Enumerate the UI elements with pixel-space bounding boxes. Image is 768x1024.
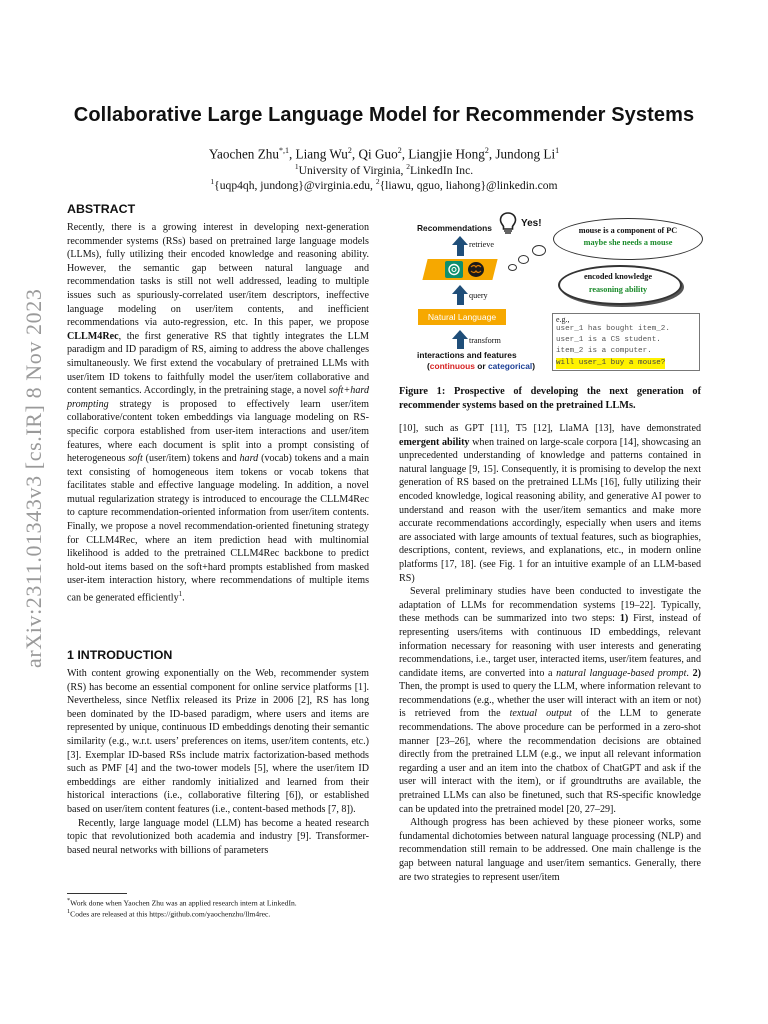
thought-line-2: maybe she needs a mouse bbox=[583, 238, 673, 247]
thought-dot-medium bbox=[518, 255, 529, 264]
example-line-4: will user_1 buy a mouse? bbox=[556, 358, 665, 369]
example-line-1: user_1 has bought item_2. bbox=[556, 325, 670, 333]
natural-language-box: Natural Language bbox=[418, 309, 506, 325]
transform-arrow bbox=[457, 339, 464, 349]
recommendations-label: Recommendations bbox=[417, 223, 492, 233]
right-paragraph-1: [10], such as GPT [11], T5 [12], LlaMA [13], have demonstrated emergent ability when trained on large-scale corpora [14], showcasing an unprecedented understanding of knowledge and patterns contained in natural language [9, 15]. Consequently, it is promising to develop the next generation of RS based on the pretrained LLMs [16], fully utilizing their encoded knowledge, logical reasoning ability, and generative AI power to understand and reason with the user/item semantics and make more accurate recommendations accordingly, especially when users and items are associated with large amounts of textual features, such as biographies, descriptions, content, reviews, and explanations, etc., in modern online platforms [17, 18]. (see Fig. 1 for an intuitive example of an LLM-based RS) bbox=[399, 423, 701, 584]
query-arrowhead bbox=[452, 285, 468, 294]
thought-dot-large bbox=[532, 245, 546, 256]
figure-1 bbox=[412, 212, 712, 380]
feature-type-label: (continuous or categorical) bbox=[427, 361, 535, 371]
retrieve-label: retrieve bbox=[469, 240, 494, 249]
author-list: Yaochen Zhu$^{*,1}$, Liang Wu$^2$, Qi Guo$^2$, Liangjie Hong$^2$, Jundong Li$^1$ bbox=[208, 146, 560, 162]
right-column-body bbox=[399, 422, 701, 884]
intro-paragraph-1: With content growing exponentially on the Web, recommender system (RS) has become an essential component for online service platforms [1]. Nevertheless, since Netflix released its Prize in 2006 [2], RS has long been dominated by the ID-based paradigm, where users and items are represented by unique, continuous ID embeddings denoting their semantic similarity (e.g., w.r.t. users’ preferences on items, user/item contents, etc.) [3]. Exemplar ID-based RSs include matrix factorization-based methods such as PMF [4] and the two-tower models [5], where the user/item ID embeddings are either randomly initialized and learned from their historical interactions (i.e., collaborative filtering [6]), or established based on user/item content features (i.e., content-based methods [7, 8]). bbox=[67, 668, 369, 815]
example-label: e.g., bbox=[556, 315, 570, 324]
introduction-heading: 1 INTRODUCTION bbox=[67, 648, 173, 662]
footnote-rule bbox=[67, 893, 127, 894]
knowledge-line-1: encoded knowledge bbox=[583, 272, 652, 281]
affiliations: $^1$University of Virginia, $^2$LinkedIn Inc. bbox=[294, 162, 474, 177]
example-line-2: user_1 is a CS student. bbox=[556, 336, 661, 345]
introduction-body bbox=[67, 667, 369, 857]
author-emails: $^1${uqp4qh, jundong}@virginia.edu, $^2${liawu, qguo, liahong}@linkedin.com bbox=[210, 177, 558, 192]
interactions-label: interactions and features bbox=[417, 350, 517, 360]
retrieve-arrow bbox=[457, 245, 464, 256]
arxiv-identifier: arXiv:2311.01343v3 [cs.IR] 8 Nov 2023 bbox=[21, 288, 46, 668]
figure-caption: Figure 1: Prospective of developing the next generation of recommender systems based on the pretrained LLMs. bbox=[399, 386, 701, 411]
paper-title: Collaborative Large Language Model for Recommender Systems bbox=[73, 104, 695, 126]
knowledge-line-2: reasoning ability bbox=[588, 285, 648, 294]
query-arrow bbox=[457, 294, 464, 305]
intro-paragraph-2: Recently, large language model (LLM) has become a heated research topic that revolutionized both academia and industry [9]. Transformer-based neural networks with billions of parameters bbox=[67, 817, 369, 856]
example-line-3: item_2 is a computer. bbox=[556, 347, 652, 356]
abstract-heading: ABSTRACT bbox=[67, 202, 136, 216]
abstract-body: Recently, there is a growing interest in developing next-generation recommender systems (RSs) based on pretrained large language models (LLMs), fully utilizing their encoded knowledge and reasoning ability. However, the semantic gap between natural language and recommendation tasks is still not well addressed, leading to multiple issues such as spuriously-correlated user/item descriptors, ineffective language modeling on user/item contents, and inefficient recommendations via auto-regression, etc. In this paper, we propose CLLM4Rec, the first generative RS that tightly integrates the LLM paradigm and ID paradigm of RS, aiming to address the above challenges simultaneously. We first extend the vocabulary of pretrained LLMs with user/item ID tokens to faithfully model the user/item collaborative and content semantics. Accordingly, in the pretraining stage, a novel soft+hard prompting strategy is proposed to effectively learn user/item collaborative/content token embeddings via language modeling on RS-specific corpora established from user-item interactions and user/item features, where each document is split into a prompt consisting of heterogeneous soft (user/item) tokens and hard (vocab) tokens and a main text consisting of homogeneous item tokens or vocab tokens that facilitates stable and effective language modeling. In addition, a novel mutual regularization strategy is introduced to encourage the CLLM4Rec to capture recommendation-oriented information from user/item contents. Finally, we propose a novel recommendation-oriented finetuning strategy for CLLM4Rec, where an item prediction head with multinomial likelihood is added to the pretrained CLLM4Rec backbone to predict hold-out items based on the soft+hard prompts established from masked user-item interaction history, where recommendations of multiple items can be generated efficiently$^1$. bbox=[67, 222, 369, 604]
right-paragraph-2: Several preliminary studies have been conducted to investigate the adaptation of LLMs for recommendation systems [19–22]. Typically, these methods can be summarized into two steps: 1) First, instead of representing users/items with continuous ID embeddings, relevant information necessary for reasoning with user interests and generating recommendations, i.e., target user, interacted items, user/item features, and candidate items, are converted into a natural language-based prompt. 2) Then, the prompt is used to query the LLM, where information relevant to recommendations (e.g., whether the user will interact with an item or not) is retrieved from the textual output of the LLM to generate recommendations. The above procedure can be performed in a zero-shot manner [23–26], where the recommendation decisions are obtained directly from the pretrained LLM (e.g., we input all relevant information regarding a user and an item into the chatbox of ChatGPT and ask if the user will interact with the item), or if groundtruths are available, the pretrained LLMs can also be finetuned, such that RS-specific knowledge can be updated into the pretrained model [20, 27–29]. bbox=[399, 586, 701, 815]
thought-line-1: mouse is a component of PC bbox=[578, 226, 678, 235]
right-paragraph-3: Although progress has been achieved by these pioneer works, some fundamental dichotomies between natural language processing (NLP) and recommendation still remain to be addressed. One main challenge is the gap between natural language and user/item semantics. Generally, there are two strategies to represent user/item bbox=[399, 817, 701, 883]
brain-icon bbox=[467, 261, 485, 278]
chatgpt-logo-icon bbox=[445, 261, 463, 278]
transform-arrowhead bbox=[452, 330, 468, 339]
lightbulb-icon bbox=[499, 212, 517, 234]
yes-label: Yes! bbox=[521, 218, 542, 229]
transform-label: transform bbox=[469, 336, 501, 345]
thought-dot-small bbox=[508, 264, 517, 271]
query-label: query bbox=[469, 291, 488, 300]
retrieve-arrowhead bbox=[452, 236, 468, 245]
example-prompt-box bbox=[552, 313, 700, 371]
footnote-code: $^1$Codes are released at this https://github.com/yaochenzhu/llm4rec. bbox=[67, 908, 271, 919]
footnote-work: *Work done when Yaochen Zhu was an applied research intern at LinkedIn. bbox=[67, 897, 297, 908]
